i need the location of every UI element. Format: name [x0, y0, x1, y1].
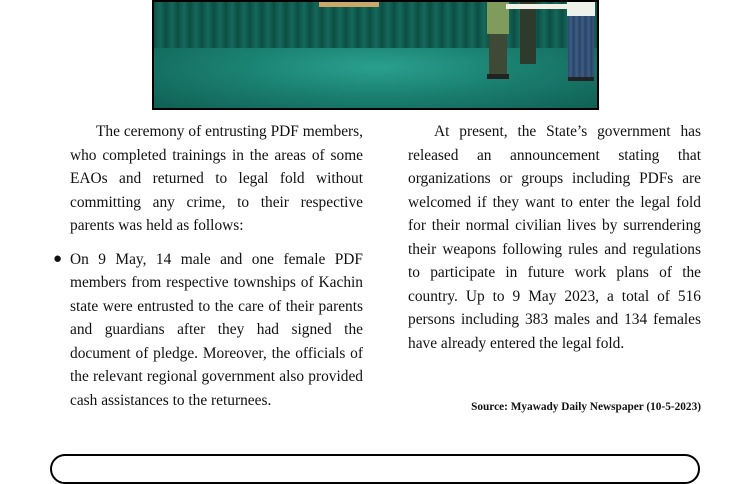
photo-person-civilian [567, 2, 595, 16]
photo-person-background [520, 2, 536, 64]
photo-person-officer-legs [489, 34, 507, 76]
list-item [53, 248, 363, 413]
photo-person-civilian-shoes [568, 77, 594, 81]
photo-person-civilian-longyi [568, 16, 594, 78]
photo-handshake-document [506, 4, 568, 9]
intro-paragraph: The ceremony of entrusting PDF members, who completed trainings in the areas of some EAOs and returned to legal fold without committing any crime, to their respective parents was held as follows: [70, 123, 363, 234]
bullet-icon: ● [53, 250, 63, 267]
bullet-list [53, 248, 363, 413]
next-section-box [50, 454, 700, 484]
bullet-text: On 9 May, 14 male and one female PDF members from respective townships of Kachin state were entrusted to the care of their parents and guardians after they had signed the document of pledge. Moreover, the officials of the relevant regional government also provided cash assistances to the returnees. [70, 250, 363, 409]
source-citation: Source: Myawady Daily Newspaper (10-5-2023) [471, 401, 701, 413]
ceremony-photo [152, 0, 599, 110]
left-column [53, 120, 363, 412]
photo-person-officer-shoes [487, 74, 509, 79]
body-paragraph: At present, the State’s government has released an announcement stating that organizations or groups including PDFs are welcomed if they want to enter the legal fold for their normal civilian lives by surrendering their weapons following rules and regulations to participate in future work plans of the country. Up to 9 May 2023, a total of 516 persons including 383 males and 134 females have already entered the legal fold. [408, 123, 701, 352]
photo-plaque [319, 2, 379, 7]
right-column [408, 120, 701, 355]
